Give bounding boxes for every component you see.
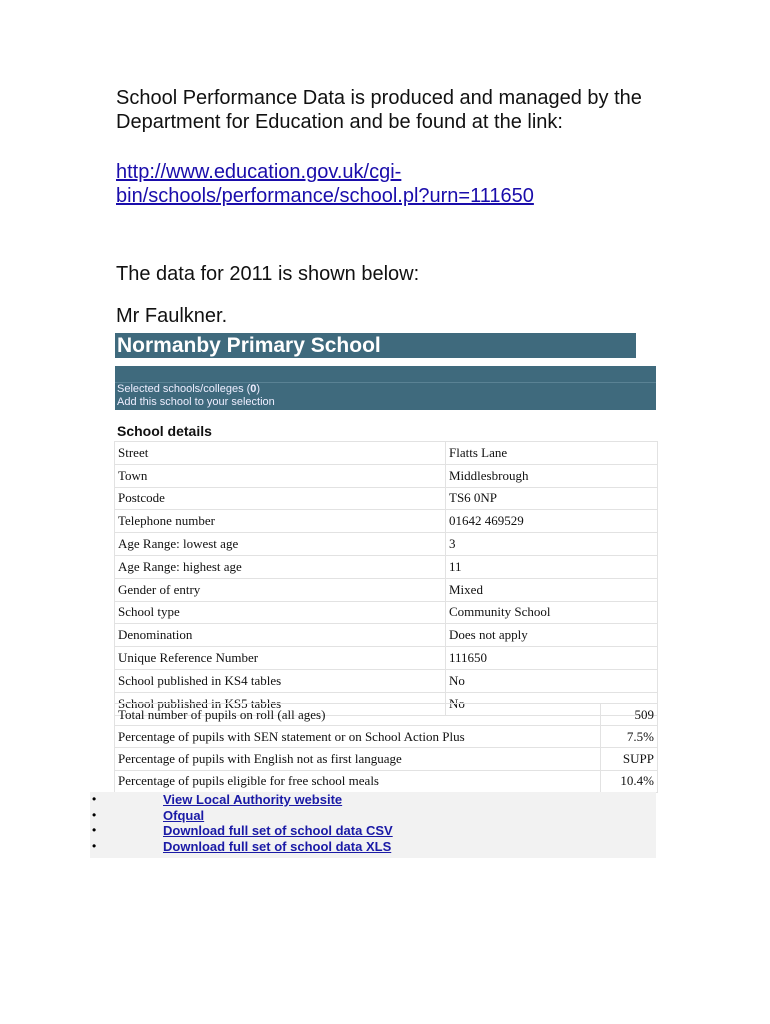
detail-label: School type (115, 601, 446, 624)
table-row (115, 464, 658, 487)
stat-value: SUPP (601, 748, 658, 770)
detail-value: Does not apply (446, 624, 658, 647)
selection-bar-top (115, 366, 656, 383)
selected-schools-count: Selected schools/colleges (0) (117, 383, 261, 395)
selection-bar (115, 366, 656, 410)
table-row (115, 704, 658, 726)
detail-label: Town (115, 464, 446, 487)
detail-value: TS6 0NP (446, 487, 658, 510)
detail-value: 11 (446, 555, 658, 578)
stat-label: Total number of pupils on roll (all ages) (115, 704, 601, 726)
school-stats-table (114, 703, 658, 793)
table-row (115, 487, 658, 510)
intro-paragraph: School Performance Data is produced and managed by the Department for Education and be found at the link: (116, 87, 642, 133)
link-2[interactable]: Ofqual (163, 807, 205, 823)
table-row (115, 578, 658, 601)
bullet-icon: • (92, 823, 97, 837)
detail-value: Community School (446, 601, 658, 624)
school-details-table (114, 441, 658, 716)
link-3[interactable]: Download full set of school data CSV (163, 823, 393, 838)
detail-value: No (446, 669, 658, 692)
detail-value: 01642 469529 (446, 510, 658, 533)
school-name-title: Normanby Primary School (115, 333, 636, 358)
bullet-icon: • (92, 807, 97, 822)
bullet-icon: • (92, 838, 97, 853)
school-details-heading: School details (117, 423, 212, 439)
add-to-selection-link[interactable]: Add this school to your selection (117, 396, 275, 408)
links-panel (90, 792, 656, 858)
stat-value: 7.5% (601, 726, 658, 748)
detail-label: Unique Reference Number (115, 647, 446, 670)
detail-label: Street (115, 442, 446, 465)
table-row (115, 770, 658, 792)
detail-label: Gender of entry (115, 578, 446, 601)
detail-value: Flatts Lane (446, 442, 658, 465)
detail-label: Age Range: lowest age (115, 533, 446, 556)
table-row (115, 624, 658, 647)
detail-value: 3 (446, 533, 658, 556)
bullet-icon: • (92, 792, 97, 806)
table-row (115, 533, 658, 556)
stat-label: Percentage of pupils with SEN statement or on School Action Plus (115, 726, 601, 748)
detail-label: Telephone number (115, 510, 446, 533)
detail-label: School published in KS5 tables (115, 692, 446, 715)
table-row (115, 601, 658, 624)
stat-value: 10.4% (601, 770, 658, 792)
link-1[interactable]: View Local Authority website (163, 792, 343, 807)
link-4[interactable]: Download full set of school data XLS (163, 838, 392, 854)
table-row (115, 555, 658, 578)
list-item (90, 839, 656, 855)
stat-label: Percentage of pupils eligible for free school meals (115, 770, 601, 792)
detail-label: Denomination (115, 624, 446, 647)
performance-link-line1[interactable]: http://www.education.gov.uk/cgi- (116, 161, 402, 183)
table-row (115, 647, 658, 670)
stat-value: 509 (601, 704, 658, 726)
stat-label: Percentage of pupils with English not as first language (115, 748, 601, 770)
detail-value: Mixed (446, 578, 658, 601)
performance-link[interactable] (116, 160, 656, 208)
table-row (115, 748, 658, 770)
table-row (115, 442, 658, 465)
list-item (90, 792, 656, 808)
table-row (115, 510, 658, 533)
detail-value: Middlesbrough (446, 464, 658, 487)
detail-label: Postcode (115, 487, 446, 510)
detail-label: Age Range: highest age (115, 555, 446, 578)
detail-value: 111650 (446, 647, 658, 670)
table-row (115, 669, 658, 692)
detail-label: School published in KS4 tables (115, 669, 446, 692)
table-row (115, 726, 658, 748)
performance-link-line2[interactable]: bin/schools/performance/school.pl?urn=111650 (116, 185, 534, 207)
intro-text (116, 86, 656, 328)
list-item (90, 808, 656, 824)
data-year-note: The data for 2011 is shown below: (116, 263, 420, 285)
list-item (90, 823, 656, 839)
detail-value: No (446, 692, 658, 715)
signature: Mr Faulkner. (116, 305, 228, 327)
links-list (90, 792, 656, 854)
